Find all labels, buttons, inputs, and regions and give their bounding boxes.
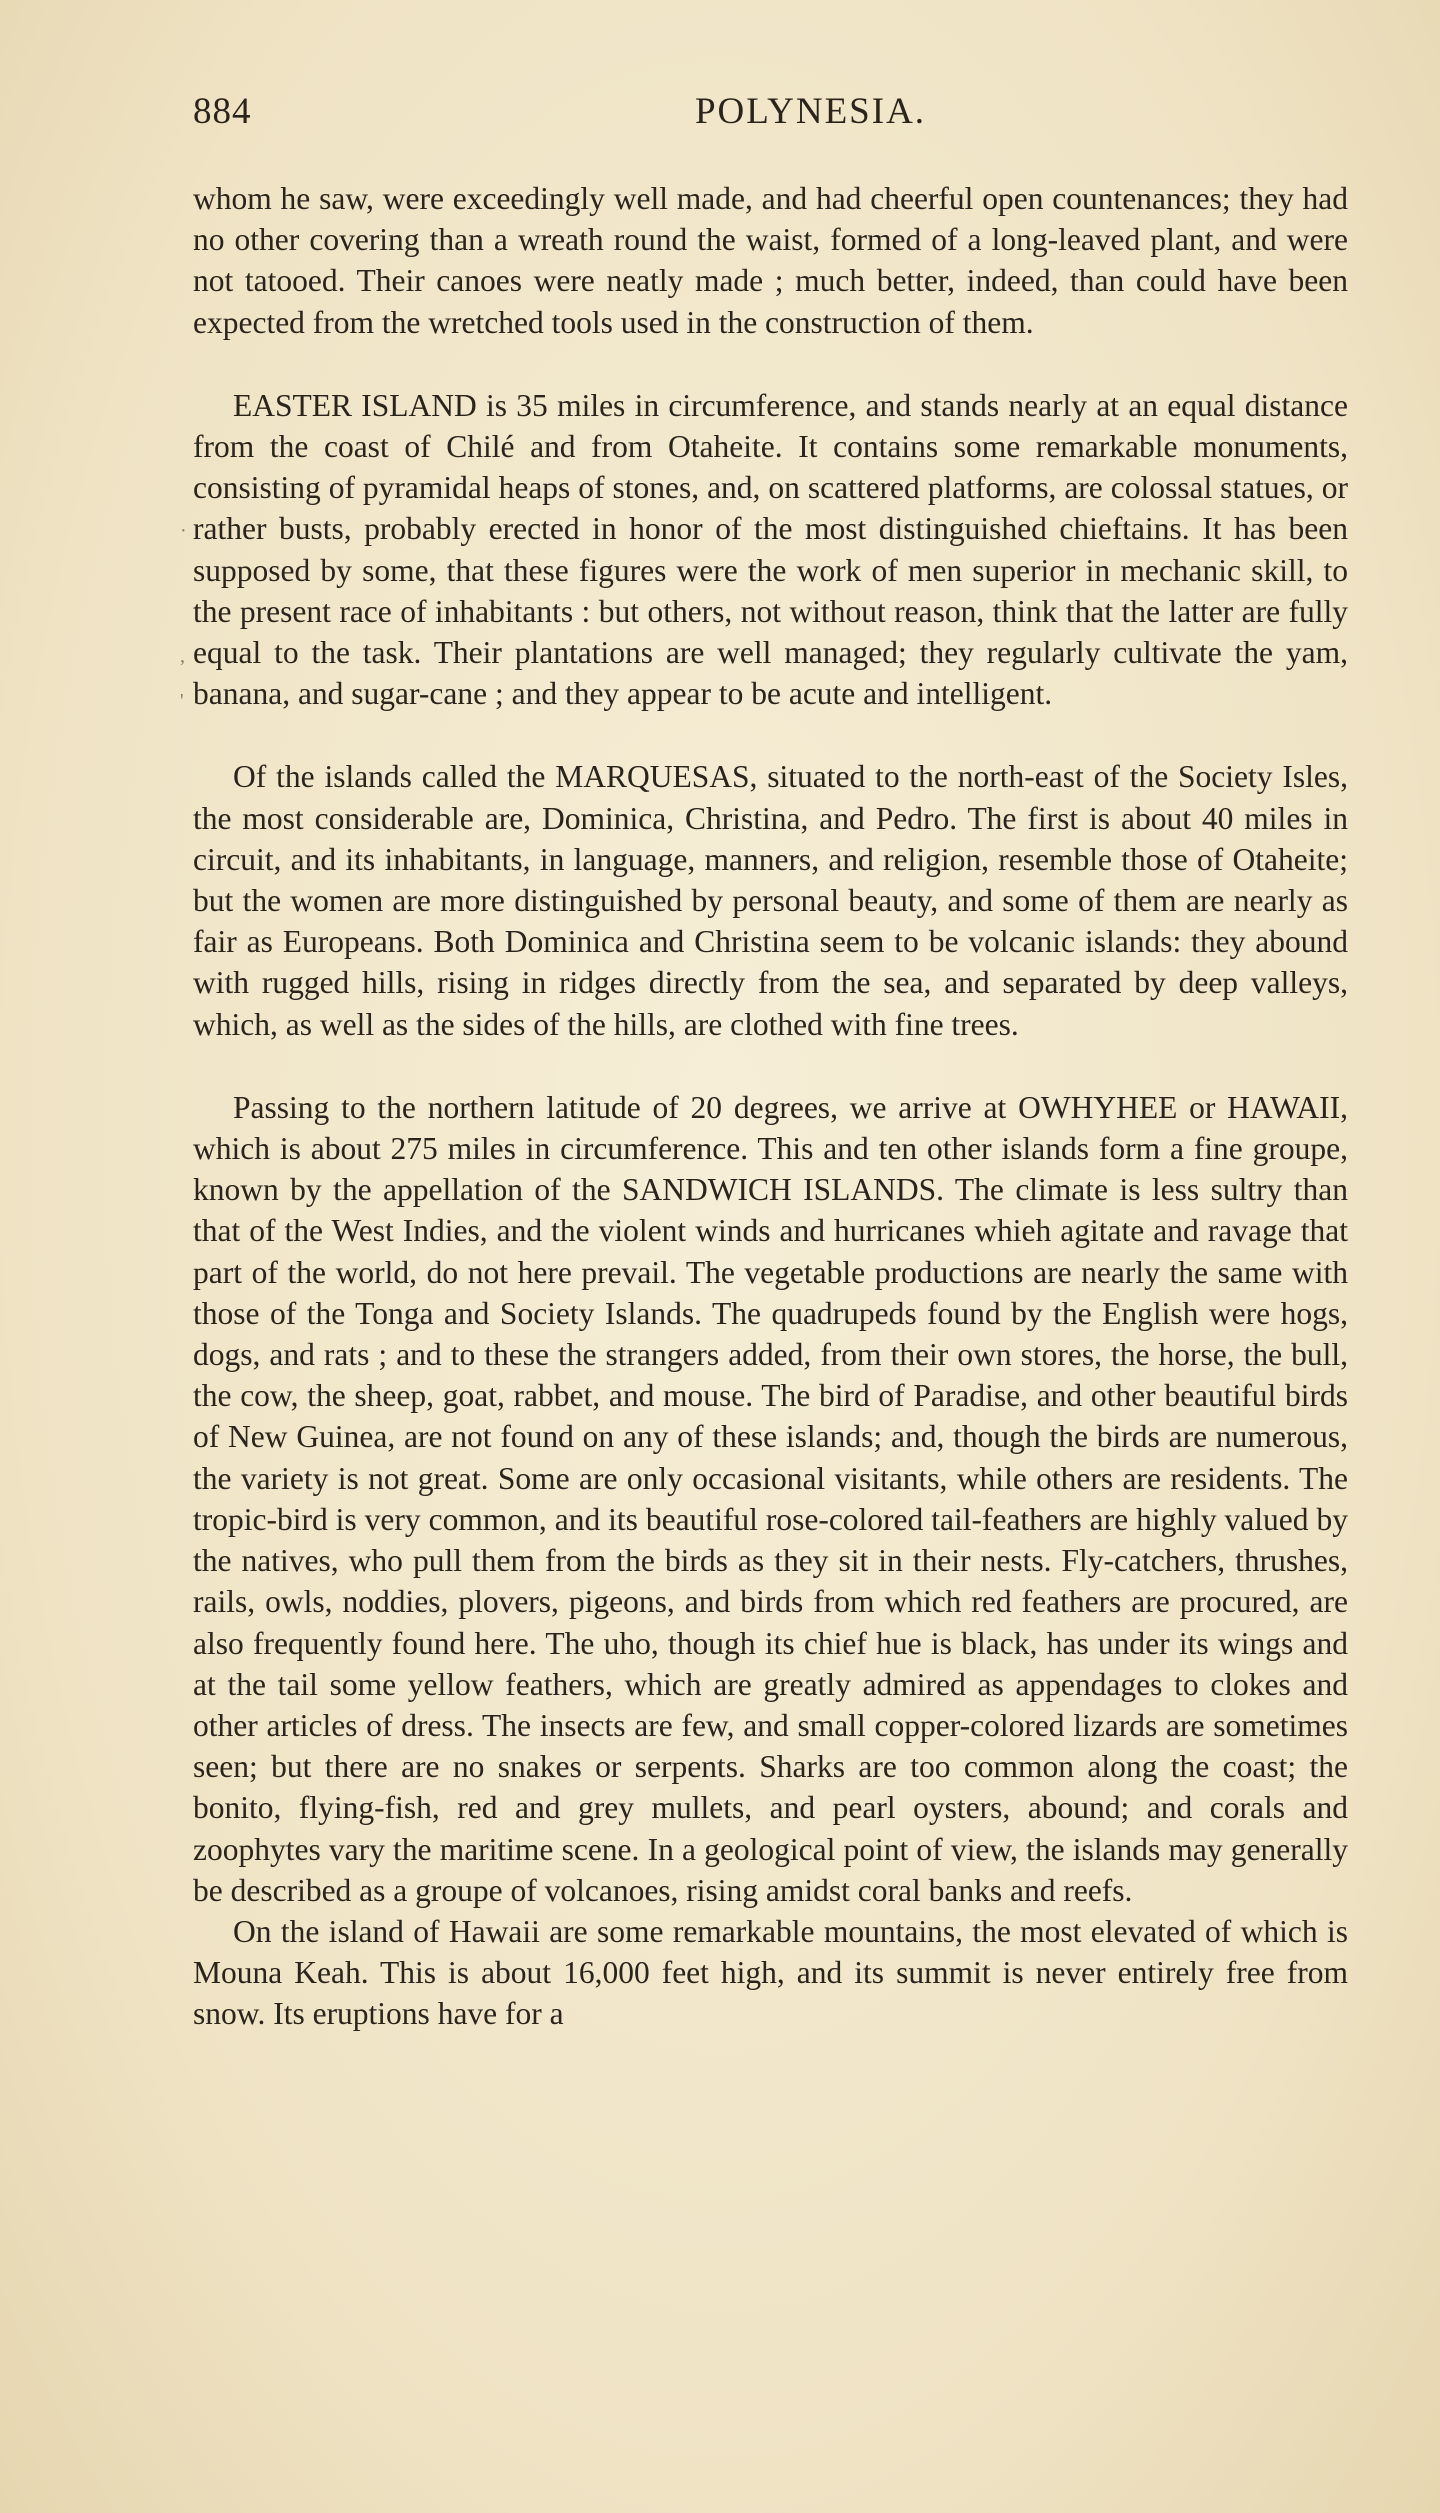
paragraph-easter-island: EASTER ISLAND is 35 miles in circumference, and stands nearly at an equal distance from the coast of Chilé and from Otaheite. It contains some remarkable monuments, consisting of pyramidal heaps of stones, and, on scattered platforms, are colossal statues, or rather busts, probably erected in honor of the most distinguished chieftains. It has been supposed by some, that these figures were the work of men superior in mechanic skill, to the present race of inhabitants : but others, not without reason, think that the latter are fully equal to the task. Their plantations are well managed; they regularly cultivate the yam, banana, and sugar-cane ; and they appear to be acute and intelligent. — [193, 387, 1348, 712]
page-header — [193, 80, 1348, 140]
paragraph-sandwich-islands: Passing to the northern latitude of 20 degrees, we arrive at OWHYHEE or HAWAII, which is about 275 miles in circumference. This and ten other islands form a fine groupe, known by the appellation of the SANDWICH ISLANDS. The climate is less sultry than that of the West Indies, and the violent winds and hurricanes whieh agitate and ravage that part of the world, do not here prevail. The vegetable productions are nearly the same with those of the Tonga and Society Islands. The quadrupeds found by the English were hogs, dogs, and rats ; and to these the strangers added, from their own stores, the horse, the bull, the cow, the sheep, goat, rabbet, and mouse. The bird of Paradise, and other beautiful birds of New Guinea, are not found on any of these islands; and, though the birds are numerous, the variety is not great. Some are only occasional visitants, while others are residents. The tropic-bird is very common, and its beautiful rose-colored tail-feathers are highly valued by the natives, who pull them from the birds as they sit in their nests. Fly-catchers, thrushes, rails, owls, noddies, plovers, pigeons, and birds from which red feathers are procured, are also frequently found here. The uho, though its chief hue is black, has under its wings and at the tail some yellow feathers, which are greatly admired as appendages to clokes and other articles of dress. The insects are few, and small copper-colored lizards are sometimes seen; but there are no snakes or serpents. Sharks are too common along the coast; the bonito, flying-fish, red and grey mullets, and pearl oysters, abound; and corals and zoophytes vary the maritime scene. In a geological point of view, the islands may generally be described as a groupe of volcanoes, rising amidst coral banks and reefs. — [193, 1089, 1348, 1908]
paragraph-continuation: whom he saw, were exceedingly well made, and had cheerful open countenances; they had no other covering than a wreath round the waist, formed of a long-leaved plant, and were not tatooed. Their canoes were neatly made ; much better, indeed, than could have been expected from the wretched tools used in the construction of them. — [193, 181, 1348, 340]
running-title: POLYNESIA. — [694, 91, 927, 132]
body-text — [193, 178, 1348, 2035]
margin-speck: · — [180, 520, 187, 542]
paragraph-marquesas: Of the islands called the MARQUESAS, situated to the north-east of the Society Isles, the most considerable are, Dominica, Christina, and Pedro. The first is about 40 miles in circuit, and its inhabitants, in language, manners, and religion, resemble those of Otaheite; but the women are more distinguished by personal beauty, and some of them are nearly as fair as Europeans. Both Dominica and Christina seem to be volcanic islands: they abound with rugged hills, rising in ridges directly from the sea, and separated by deep valleys, which, as well as the sides of the hills, are clothed with fine trees. — [193, 759, 1348, 1042]
paragraph-hawaii-mountains: On the island of Hawaii are some remarkable mountains, the most elevated of which is Mouna Keah. This is about 16,000 feet high, and its summit is never entirely free from snow. Its eruptions have for a — [193, 1913, 1348, 2032]
margin-speck: ' — [180, 690, 184, 712]
margin-speck: , — [180, 645, 185, 667]
page-number: 884 — [193, 91, 252, 132]
